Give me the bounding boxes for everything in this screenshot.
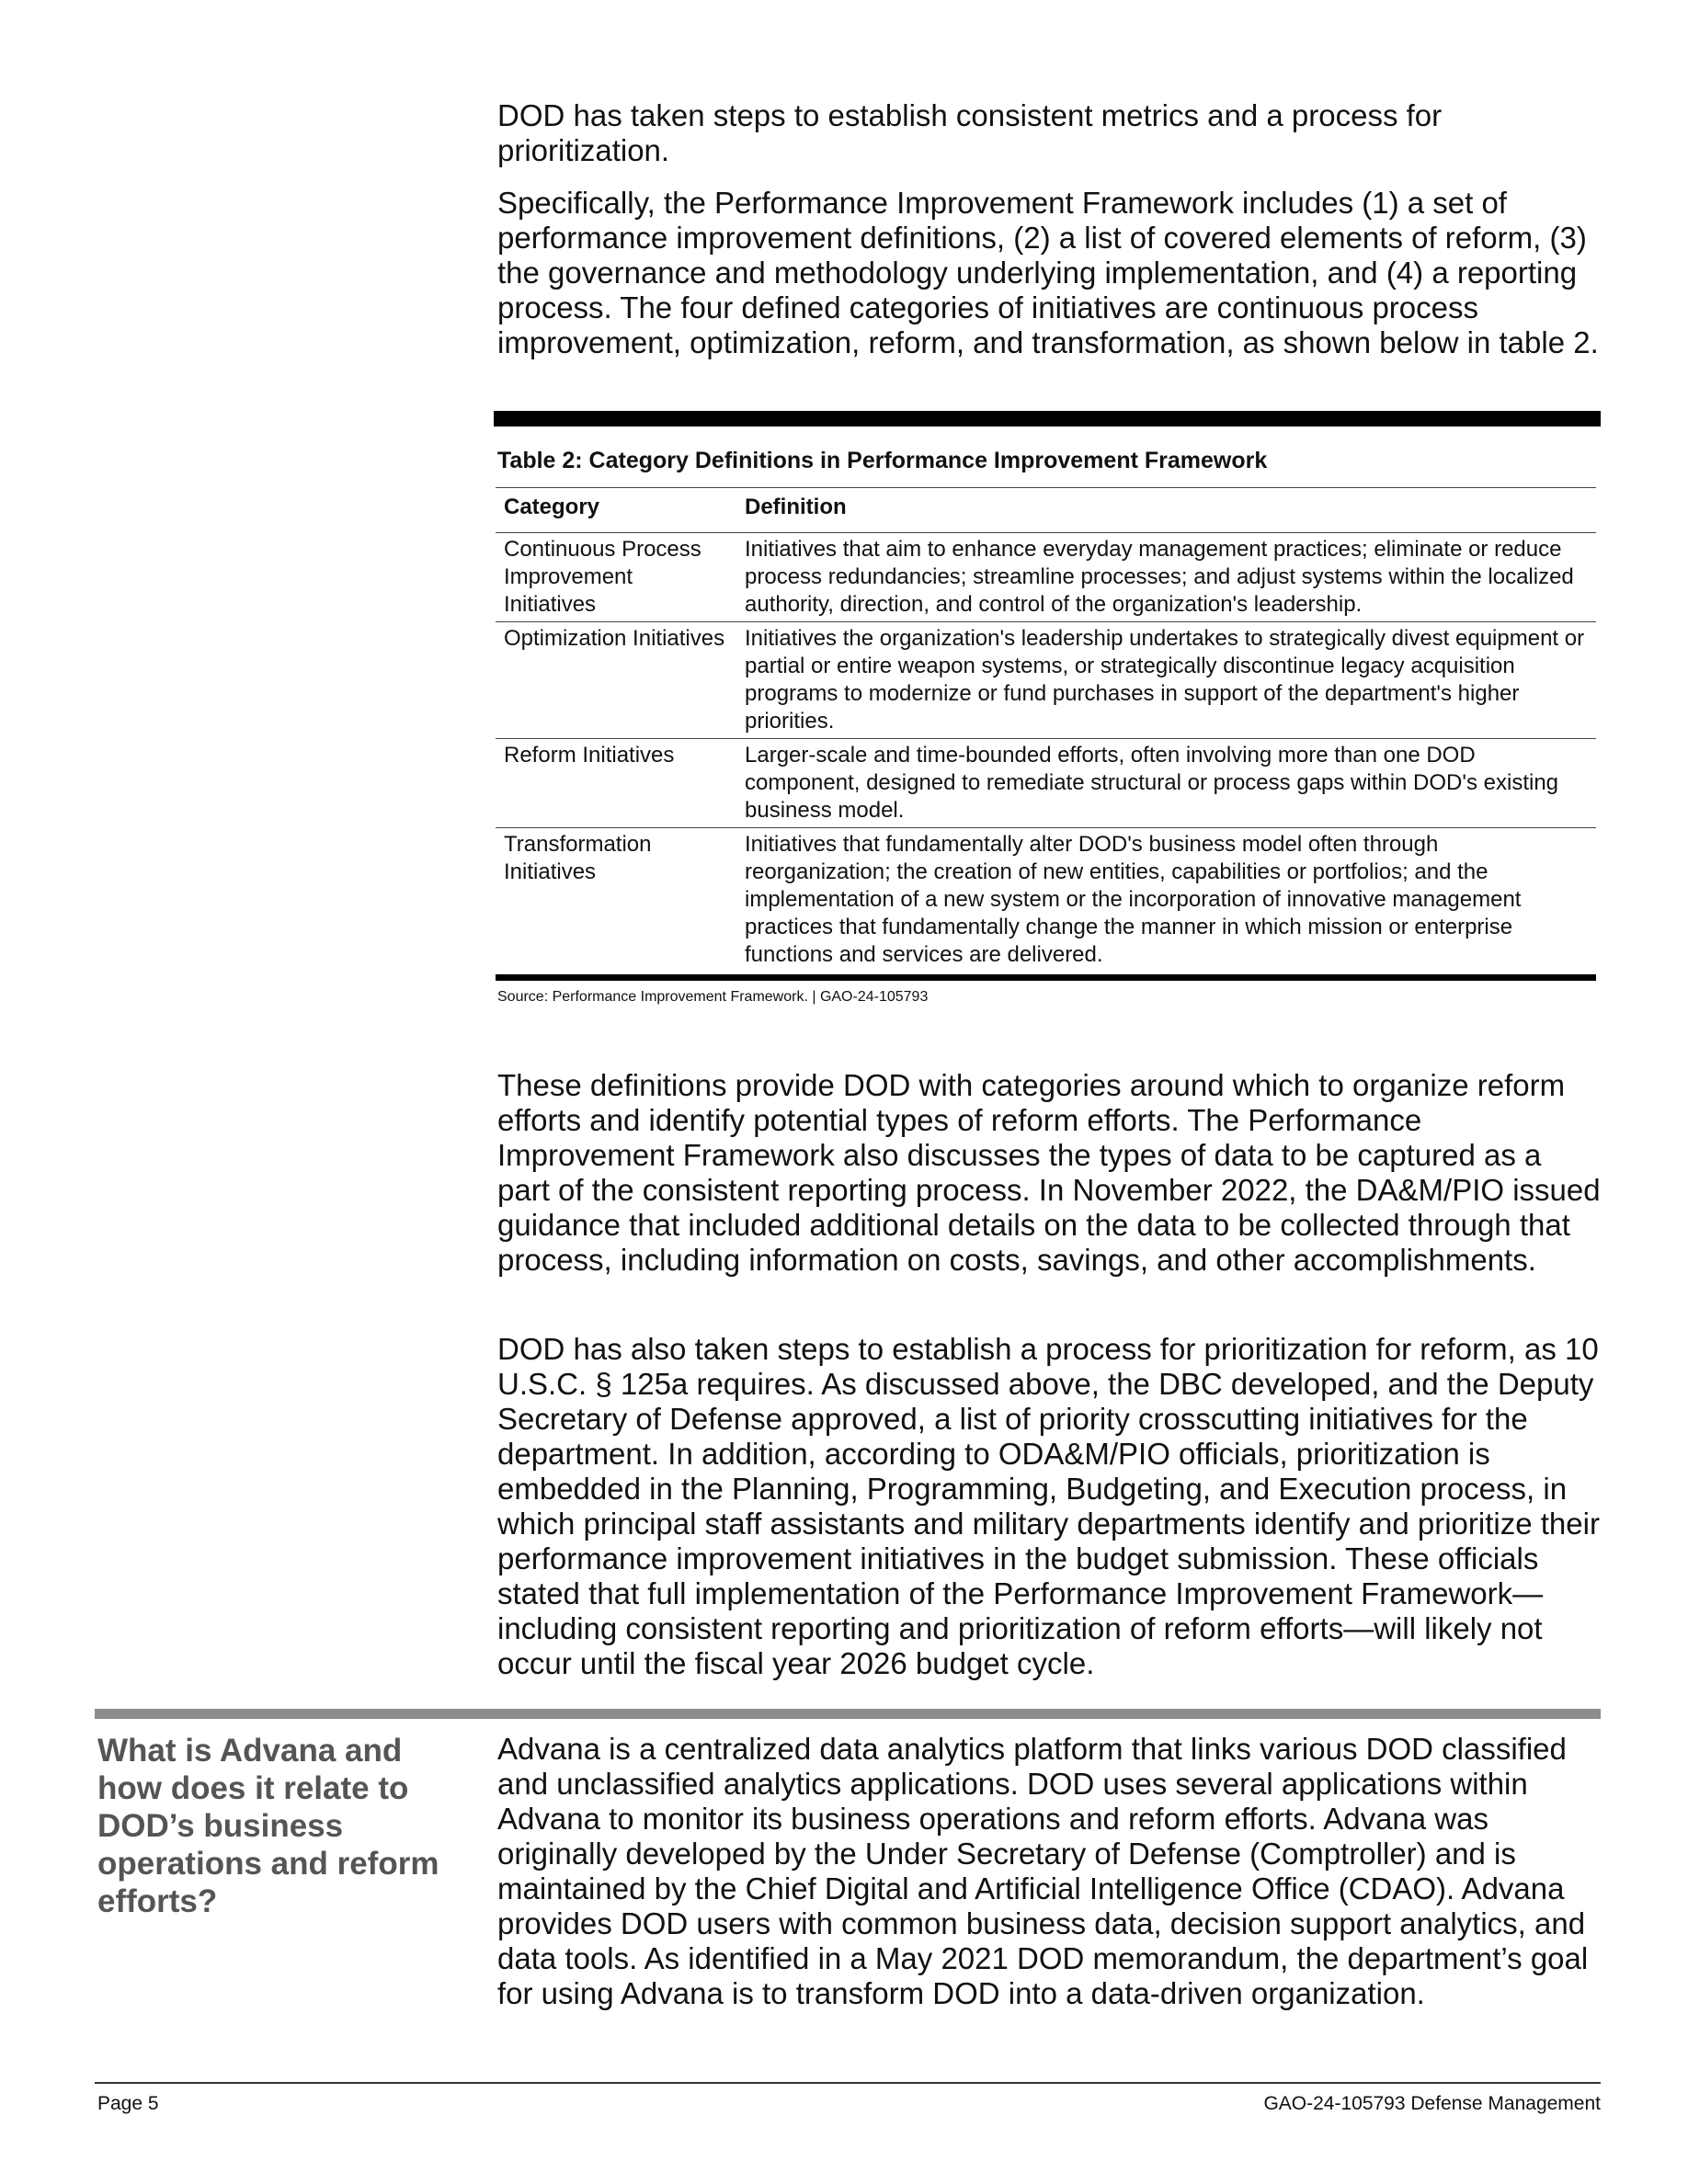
category-cell: Continuous Process Improvement Initiatives [496,533,736,622]
intro-paragraph: DOD has taken steps to establish consistent metrics and a process for prioritization. [497,98,1443,167]
report-id: GAO-24-105793 Defense Management [1263,2093,1601,2114]
definitions-paragraph: These definitions provide DOD with categories around which to organize reform efforts and identify potential types of reform efforts. The Performance Improvement Framework also discusses the types of data to be captured as a part of the consistent reporting process. In November 2022, the DA&M/PIO issued guidance that included additional details on the data to be collected through that process, including information on costs, savings, and other accomplishments. [497,1068,1601,1277]
table-row [496,739,1596,828]
definition-cell: Initiatives that fundamentally alter DOD's business model often through reorganization; the creation of new entities, capabilities or portfolios; and the implementation of a new system or the incorporation of innovative management practices that fundamentally change the manner in which mission or enterprise functions and services are delivered. [736,828,1596,978]
table-row [496,828,1596,978]
section-side-heading: What is Advana and how does it relate to DOD’s business operations and reform efforts? [97,1733,439,1919]
table-header-row [496,488,1596,533]
definition-cell: Larger-scale and time-bounded efforts, often involving more than one DOD component, designed to remediate structural or process gaps within DOD's existing business model. [736,739,1596,828]
definition-cell: Initiatives the organization's leadership undertakes to strategically divest equipment or partial or entire weapon systems, or strategically discontinue legacy acquisition programs to modernize or fund purchases in support of the department's higher priorities. [736,622,1596,739]
table-row [496,622,1596,739]
section-divider [95,1709,1601,1719]
table-row [496,533,1596,622]
category-cell: Transformation Initiatives [496,828,736,978]
column-header-category: Category [496,488,736,533]
page-number: Page 5 [97,2093,159,2114]
category-definitions-table [496,487,1596,981]
advana-paragraph: Advana is a centralized data analytics platform that links various DOD classified and unclassified analytics applications. DOD uses several applications within Advana to monitor its business operations and reform efforts. Advana was originally developed by the Under Secretary of Defense (Comptroller) and is maintained by the Chief Digital and Artificial Intelligence Office (CDAO). Advana provides DOD users with common business data, decision support analytics, and data tools. As identified in a May 2021 DOD memorandum, the department’s goal for using Advana is to transform DOD into a data-driven organization. [497,1732,1589,2010]
table-top-rule [494,411,1601,427]
table-2 [494,411,1601,1007]
definition-cell: Initiatives that aim to enhance everyday management practices; eliminate or reduce process redundancies; streamline processes; and adjust systems within the localized authority, direction, and control of the organization's leadership. [736,533,1596,622]
framework-paragraph: Specifically, the Performance Improvement Framework includes (1) a set of performance improvement definitions, (2) a list of covered elements of reform, (3) the governance and methodology underlying implementation, and (4) a reporting process. The four defined categories of initiatives are continuous process improvement, optimization, reform, and transformation, as shown below in table 2. [497,186,1599,359]
category-cell: Reform Initiatives [496,739,736,828]
table-title: Table 2: Category Definitions in Performance Improvement Framework [497,448,1268,473]
footer-rule [95,2082,1601,2084]
category-cell: Optimization Initiatives [496,622,736,739]
column-header-definition: Definition [736,488,1596,533]
table-source-note: Source: Performance Improvement Framework. | GAO-24-105793 [497,989,929,1005]
prioritization-paragraph: DOD has also taken steps to establish a process for prioritization for reform, as 10 U.S.C. § 125a requires. As discussed above, the DBC developed, and the Deputy Secretary of Defense approved, a list of priority crosscutting initiatives for the department. In addition, according to ODA&M/PIO officials, prioritization is embedded in the Planning, Programming, Budgeting, and Execution process, in which principal staff assistants and military departments identify and prioritize their performance improvement initiatives in the budget submission. These officials stated that full implementation of the Performance Improvement Framework—including consistent reporting and prioritization of reform efforts—will likely not occur until the fiscal year 2026 budget cycle. [497,1332,1600,1680]
